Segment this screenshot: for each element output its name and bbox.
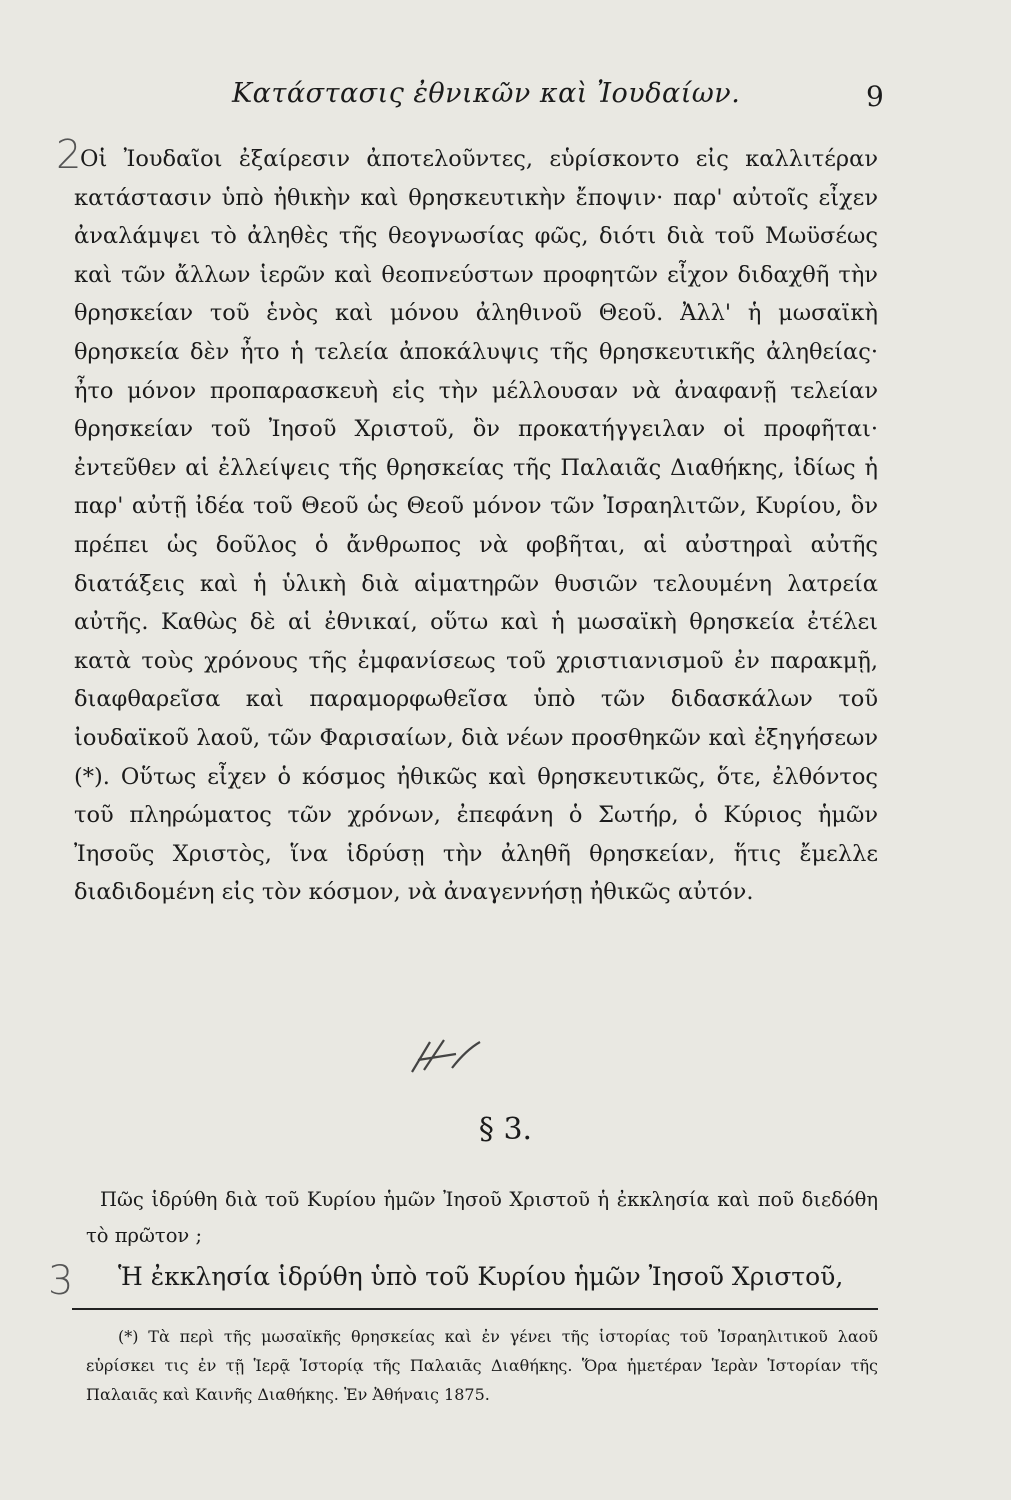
section-question: Πῶς ἱδρύθη διὰ τοῦ Κυρίου ἡμῶν Ἰησοῦ Χριστοῦ ἡ ἐκκλησία καὶ ποῦ διεδόθη τὸ πρῶτον ;: [86, 1188, 878, 1247]
running-title: Κατάστασις ἐθνικῶν καὶ Ἰουδαίων.: [232, 78, 741, 109]
pen-scribble-mark: [404, 1032, 494, 1082]
page-number: 9: [866, 80, 884, 113]
footnote-divider: [72, 1308, 878, 1310]
body-paragraph: Οἱ Ἰουδαῖοι ἐξαίρεσιν ἀποτελοῦντες, εὑρίσκοντο εἰς καλλιτέραν κατάστασιν ὑπὸ ἠθικὴν καὶ θρησκευτικὴν ἔποψιν· παρ' αὐτοῖς εἶχεν ἀναλάμψει τὸ ἀληθὲς τῆς θεογνωσίας φῶς, διότι διὰ τοῦ Μωϋσέως καὶ τῶν ἄλλων ἱερῶν καὶ θεοπνεύστων προφητῶν εἶχον διδαχθῆ τὴν θρησκείαν τοῦ ἑνὸς καὶ μόνου ἀληθινοῦ Θεοῦ. Ἀλλ' ἡ μωσαϊκὴ θρησκεία δὲν ἦτο ἡ τελεία ἀποκάλυψις τῆς θρησκευτικῆς ἀληθείας· ἦτο μόνον προπαρασκευὴ εἰς τὴν μέλλουσαν νὰ ἀναφανῇ τελείαν θρησκείαν τοῦ Ἰησοῦ Χριστοῦ, ὃν προκατήγγειλαν οἱ προφῆται· ἐντεῦθεν αἱ ἐλλείψεις τῆς θρησκείας τῆς Παλαιᾶς Διαθήκης, ἰδίως ἡ παρ' αὐτῇ ἰδέα τοῦ Θεοῦ ὡς Θεοῦ μόνον τῶν Ἰσραηλιτῶν, Κυρίου, ὃν πρέπει ὡς δοῦλος ὁ ἄνθρωπος νὰ φοβῆται, αἱ αὐστηραὶ αὐτῆς διατάξεις καὶ ἡ ὑλικὴ διὰ αἱματηρῶν θυσιῶν τελουμένη λατρεία αὐτῆς. Καθὼς δὲ αἱ ἐθνικαί, οὕτω καὶ ἡ μωσαϊκὴ θρησκεία ἐτέλει κατὰ τοὺς χρόνους τῆς ἐμφανίσεως τοῦ χριστιανισμοῦ ἐν παρακμῇ, διαφθαρεῖσα καὶ παραμορφωθεῖσα ὑπὸ τῶν διδασκάλων τοῦ ἰουδαϊκοῦ λαοῦ, τῶν Φαρισαίων, διὰ νέων προσθηκῶν καὶ ἐξηγήσεων (*). Οὕτως εἶχεν ὁ κόσμος ἠθικῶς καὶ θρησκευτικῶς, ὅτε, ἐλθόντος τοῦ πληρώματος τῶν χρόνων, ἐπεφάνη ὁ Σωτήρ, ὁ Κύριος ἡμῶν Ἰησοῦς Χριστὸς, ἵνα ἱδρύσῃ τὴν ἀληθῆ θρησκείαν, ἥτις ἔμελλε διαδιδομένη εἰς τὸν κόσμον, νὰ ἀναγεννήσῃ ἠθικῶς αὐτόν.: [74, 146, 878, 906]
margin-note-bottom: 3: [48, 1258, 74, 1304]
footnote: (*) Τὰ περὶ τῆς μωσαϊκῆς θρησκείας καὶ ἐν γένει τῆς ἱστορίας τοῦ Ἰσραηλιτικοῦ λαοῦ εὑρίσκει τις ἐν τῇ Ἱερᾷ Ἱστορίᾳ τῆς Παλαιᾶς Διαθήκης. Ὅρα ἡμετέραν Ἱερὰν Ἱστορίαν τῆς Παλαιᾶς καὶ Καινῆς Διαθήκης. Ἐν Ἀθήναις 1875.: [86, 1327, 878, 1404]
margin-note-top: 2: [56, 132, 82, 178]
section-heading: § 3.: [478, 1112, 533, 1147]
answer-first-line: Ἡ ἐκκλησία ἱδρύθη ὑπὸ τοῦ Κυρίου ἡμῶν Ἰησοῦ Χριστοῦ,: [118, 1262, 844, 1291]
